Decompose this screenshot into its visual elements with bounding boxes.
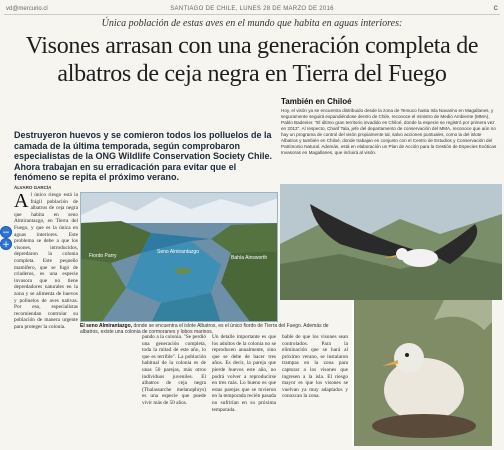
albatross-chick-photo bbox=[352, 300, 492, 446]
albatross-flight-photo bbox=[280, 184, 502, 300]
albatross-illustration bbox=[280, 184, 502, 300]
sidebar-title: También en Chiloé bbox=[281, 97, 352, 106]
zoom-in-button[interactable] bbox=[0, 238, 12, 250]
article-lead: Destruyeron huevos y se comieron todos los polluelos de la camada de la última temporada, según comprobaron especialistas de la ONG Wildlife Conservation Society Chile. Ahora trabajan en su erradicación para evitar que el fenómeno se repita el próximo verano. bbox=[14, 130, 272, 182]
article-headline: Visones arrasan con una generación completa de albatros de ceja negra en Tierra del Fuego bbox=[25, 33, 479, 87]
header-section: C bbox=[493, 6, 498, 12]
map-label-seno: Seno Almirantazgo bbox=[157, 249, 199, 255]
map-label-fiordo: Fiordo Parry bbox=[89, 253, 117, 259]
article-byline: ÁLVARO GARCÍA bbox=[14, 185, 52, 190]
sidebar-text: Hoy, el visón ya se encuentra distribuido desde la zona de Temuco hasta Isla Navarino en Magallanes, y seguramente seguirá expandiéndose dentro de Chile, reconoce el ministro de Medio Ambiente (MMA), Pablo Badenier. "El último gran territorio invadido es Chiloé, donde la especie se registró por primera vez en 2013". Al respecto, Charif Tala, jefe del departamento de conservación del MMA, reconoce que aún no hay un programa de control del visón propiamente tal, salvo acciones puntuales, como la del islote Albatros y también en Chiloé, donde trabajan en conjunto con el Centro de Estudios y Conservación del Patrimonio Natural. Además, está en elaboración un Plan de Acción para la Gestión de Especies Exóticas Invasoras en Magallanes, que incluirá al visón. bbox=[281, 108, 497, 155]
sidebar-box bbox=[281, 97, 498, 183]
caption-bold: El seno Almirantazgo, bbox=[80, 323, 133, 329]
page-header bbox=[4, 5, 500, 15]
caption-text: donde se encuentra el islote Albatros, es el único fiordo de Tierra del Fuego. Además de albatros, existe una colonia de cormoranes y lobos marinos. bbox=[80, 323, 329, 335]
zoom-out-button[interactable] bbox=[0, 226, 12, 238]
header-email: vd@mercurio.cl bbox=[6, 6, 48, 12]
body-column-3: Un detalle importante es que los adultos de la colonia no se reproducen anualmente, sino que se debe de hacer tres años. Es decir, la pareja que pierde huevos este año, no podrá volver a reproducirse en tres más. Lo bueno es que estas parejas que se tuvieron en la temporada recién pasada no sufrirían en su próxima temporada. bbox=[212, 334, 276, 413]
map-label-bahia: Bahía Ainsworth bbox=[231, 255, 268, 261]
minus-icon: − bbox=[2, 228, 10, 238]
body-column-2: pando a la colonia. "Se perdió una generación completa, toda la mitad de este año, lo que es terrible". La población habitual de la colonia es de unas 50 parejas, más otros individuos juveniles. El albatros de ceja negra (Thalassarche melanophrys) es una especie que puede vivir más de 50 años. bbox=[142, 334, 206, 406]
plus-icon: + bbox=[2, 240, 10, 250]
chick-illustration bbox=[354, 300, 492, 446]
article-kicker: Única población de estas aves en el mundo que habita en aguas interiores: bbox=[101, 18, 403, 29]
header-dateline: SANTIAGO DE CHILE, LUNES 28 DE MARZO DE 2016 bbox=[170, 6, 334, 12]
body-column-1 bbox=[14, 192, 78, 446]
aerial-map-photo bbox=[80, 192, 278, 322]
body-column-4: bable de que los visones sean controlados. Para la eliminación que se hará al próximo verano, se instalaron trampas en la zona para capturar a los visones que ingresen a la isla. El riesgo mayor es que los visones se vuelvan ya muy adaptados y conozcan la zona. bbox=[282, 334, 348, 400]
drop-cap: A bbox=[14, 192, 29, 212]
body-text-1: l único riesgo está la frágil población de albatros de ceja negra que habita en seno Almirantazgo, en Tierra del Fuego, y que es la única en aguas interiores. Este problema se debe a que los visones, introducidos, depredaron la colonia completa. Este pequeño mamífero, que se fugó de criaderos, es una especie invasora que no tiene depredadores naturales en la zona y se alimenta de huevos y polluelos de aves nativas. Por eso, especialistas recomiendan controlar su población de manera urgente para proteger la colonia. bbox=[14, 192, 78, 330]
